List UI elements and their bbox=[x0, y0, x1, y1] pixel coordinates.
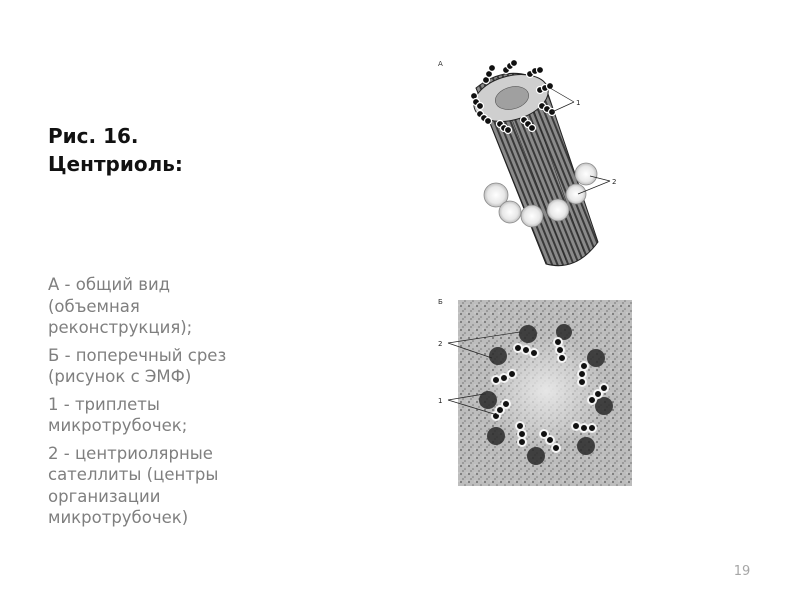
centriole-3d-illustration bbox=[436, 60, 626, 275]
figure-legend bbox=[48, 274, 388, 535]
figure-b-letter: Б bbox=[438, 298, 443, 306]
figure-a-letter: А bbox=[438, 60, 443, 68]
legend-item-1: 1 - триплеты микротрубочек; bbox=[48, 394, 188, 435]
legend-item-b: Б - поперечный срез (рисунок с ЭМФ) bbox=[48, 345, 227, 386]
figure-a-label-1: 1 bbox=[576, 99, 581, 107]
centriole-cross-section-micrograph bbox=[436, 296, 632, 486]
title-line-1: Рис. 16. bbox=[48, 124, 139, 148]
page-number: 19 bbox=[733, 564, 751, 579]
figure-b bbox=[436, 296, 632, 486]
figure-b-label-2: 2 bbox=[438, 340, 443, 348]
figure-b-label-1: 1 bbox=[438, 397, 443, 405]
title-line-2: Центриоль: bbox=[48, 152, 183, 176]
figure-a bbox=[436, 60, 626, 275]
legend-item-a: А - общий вид (объемная реконструкция); bbox=[48, 275, 193, 337]
slide-title bbox=[48, 122, 378, 178]
figure-a-label-2: 2 bbox=[612, 178, 617, 186]
legend-item-2: 2 - центриолярные сателлиты (центры организации микротрубочек) bbox=[48, 443, 219, 527]
